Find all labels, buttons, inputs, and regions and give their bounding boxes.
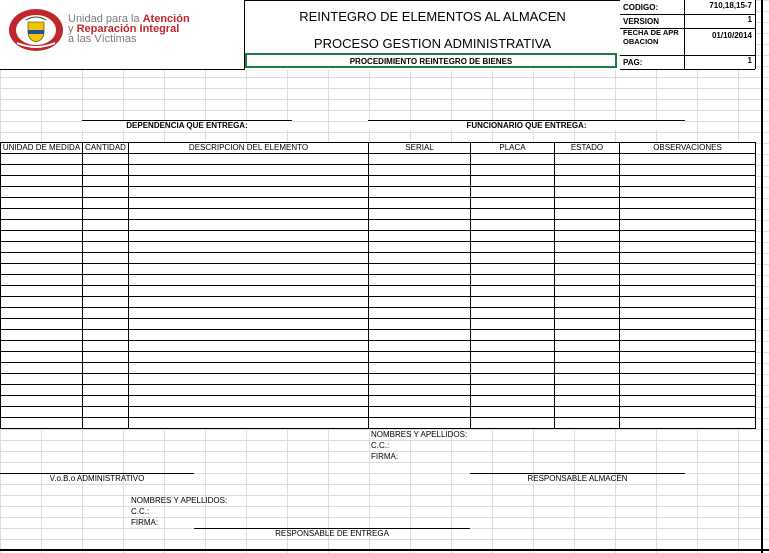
sig1-firma-label: FIRMA:: [371, 452, 399, 461]
table-cell[interactable]: [369, 209, 471, 220]
meta-value-version: 1: [747, 15, 752, 24]
document-title: REINTEGRO DE ELEMENTOS AL ALMACEN: [299, 9, 566, 24]
table-cell[interactable]: [83, 220, 129, 231]
table-cell[interactable]: [83, 341, 129, 352]
table-cell[interactable]: [555, 374, 620, 385]
table-cell[interactable]: [1, 363, 83, 374]
table-cell[interactable]: [555, 308, 620, 319]
table-row: [1, 407, 756, 418]
table-cell[interactable]: [1, 374, 83, 385]
table-cell[interactable]: [369, 385, 471, 396]
table-cell[interactable]: [471, 209, 555, 220]
table-cell[interactable]: [83, 209, 129, 220]
table-cell[interactable]: [555, 231, 620, 242]
table-cell[interactable]: [1, 319, 83, 330]
table-cell[interactable]: [620, 286, 756, 297]
table-cell[interactable]: [620, 308, 756, 319]
table-cell[interactable]: [83, 396, 129, 407]
table-cell[interactable]: [555, 220, 620, 231]
responsable-entrega-label: RESPONSABLE DE ENTREGA: [275, 529, 389, 538]
meta-value-codigo: 710,18,15-7: [709, 1, 752, 10]
table-cell[interactable]: [369, 231, 471, 242]
table-body: [1, 154, 756, 429]
table-cell[interactable]: [369, 396, 471, 407]
table-cell[interactable]: [471, 176, 555, 187]
table-cell[interactable]: [83, 154, 129, 165]
table-cell[interactable]: [471, 374, 555, 385]
table-row: [1, 341, 756, 352]
table-cell[interactable]: [83, 176, 129, 187]
table-cell[interactable]: [471, 231, 555, 242]
table-row: [1, 385, 756, 396]
column-header-cantidad: CANTIDAD: [83, 143, 129, 154]
table-cell[interactable]: [620, 407, 756, 418]
table-cell[interactable]: [1, 418, 83, 429]
table-cell[interactable]: [129, 352, 369, 363]
table-cell[interactable]: [83, 297, 129, 308]
column-header-unidad: UNIDAD DE MEDIDA: [1, 143, 83, 154]
table-cell[interactable]: [555, 297, 620, 308]
table-cell[interactable]: [369, 198, 471, 209]
table-cell[interactable]: [620, 385, 756, 396]
sig2-names-label: NOMBRES Y APELLIDOS:: [131, 496, 228, 505]
table-row: [1, 264, 756, 275]
sheet-border-bottom: [0, 549, 769, 551]
table-cell[interactable]: [369, 319, 471, 330]
table-row: [1, 418, 756, 429]
table-cell[interactable]: [555, 176, 620, 187]
process-name: PROCESO GESTION ADMINISTRATIVA: [313, 36, 552, 51]
table-row: [1, 253, 756, 264]
logo-line2: y: [68, 23, 77, 35]
table-cell[interactable]: [1, 352, 83, 363]
table-cell[interactable]: [1, 198, 83, 209]
table-cell[interactable]: [129, 220, 369, 231]
table-cell[interactable]: [620, 363, 756, 374]
table-cell[interactable]: [1, 220, 83, 231]
table-cell[interactable]: [555, 165, 620, 176]
table-cell[interactable]: [471, 154, 555, 165]
sig1-names-label: NOMBRES Y APELLIDOS:: [371, 430, 468, 439]
table-cell[interactable]: [369, 242, 471, 253]
table-cell[interactable]: [129, 209, 369, 220]
table-cell[interactable]: [555, 396, 620, 407]
table-cell[interactable]: [369, 352, 471, 363]
table-cell[interactable]: [129, 187, 369, 198]
table-cell[interactable]: [620, 165, 756, 176]
table-cell[interactable]: [1, 209, 83, 220]
table-cell[interactable]: [1, 275, 83, 286]
table-cell[interactable]: [129, 407, 369, 418]
table-cell[interactable]: [471, 319, 555, 330]
table-cell[interactable]: [1, 330, 83, 341]
table-cell[interactable]: [620, 396, 756, 407]
table-row: [1, 319, 756, 330]
table-row: [1, 209, 756, 220]
table-cell[interactable]: [471, 275, 555, 286]
logo-line2-bold: Reparación Integral: [76, 23, 180, 35]
table-cell[interactable]: [83, 264, 129, 275]
table-row: [1, 187, 756, 198]
table-cell[interactable]: [471, 341, 555, 352]
table-cell[interactable]: [620, 297, 756, 308]
table-cell[interactable]: [620, 341, 756, 352]
sig2-cc-label: C.C.:: [131, 507, 150, 516]
table-cell[interactable]: [83, 253, 129, 264]
meta-label-codigo: CODIGO:: [623, 3, 659, 12]
table-row: [1, 165, 756, 176]
table-cell[interactable]: [369, 176, 471, 187]
table-cell[interactable]: [83, 275, 129, 286]
table-cell[interactable]: [129, 363, 369, 374]
table-cell[interactable]: [83, 242, 129, 253]
table-cell[interactable]: [555, 286, 620, 297]
table-cell[interactable]: [471, 308, 555, 319]
table-cell[interactable]: [471, 385, 555, 396]
table-cell[interactable]: [620, 198, 756, 209]
logo-line1-bold: Atención: [142, 13, 190, 25]
table-cell[interactable]: [555, 198, 620, 209]
table-cell[interactable]: [83, 198, 129, 209]
table-row: [1, 154, 756, 165]
meta-label-fecha: FECHA DE APROBACION: [623, 28, 679, 46]
table-cell[interactable]: [1, 341, 83, 352]
table-cell[interactable]: [129, 253, 369, 264]
table-cell[interactable]: [129, 286, 369, 297]
table-row: [1, 286, 756, 297]
table-cell[interactable]: [471, 396, 555, 407]
table-cell[interactable]: [1, 154, 83, 165]
table-cell[interactable]: [1, 176, 83, 187]
table-cell[interactable]: [471, 407, 555, 418]
table-cell[interactable]: [1, 297, 83, 308]
table-cell[interactable]: [129, 330, 369, 341]
table-cell[interactable]: [471, 297, 555, 308]
table-cell[interactable]: [555, 330, 620, 341]
table-cell[interactable]: [620, 418, 756, 429]
table-cell[interactable]: [555, 275, 620, 286]
meta-value-fecha: 01/10/2014: [711, 31, 752, 40]
table-cell[interactable]: [83, 385, 129, 396]
table-row: [1, 374, 756, 385]
sig1-cc-label: C.C.:: [371, 441, 390, 450]
table-cell[interactable]: [369, 297, 471, 308]
table-cell[interactable]: [129, 154, 369, 165]
table-cell[interactable]: [369, 407, 471, 418]
table-cell[interactable]: [369, 264, 471, 275]
table-cell[interactable]: [83, 418, 129, 429]
column-header-observaciones: OBSERVACIONES: [620, 143, 756, 154]
table-row: [1, 220, 756, 231]
table-cell[interactable]: [471, 220, 555, 231]
table-cell[interactable]: [555, 187, 620, 198]
table-cell[interactable]: [129, 396, 369, 407]
table-cell[interactable]: [369, 330, 471, 341]
column-header-serial: SERIAL: [369, 143, 471, 154]
table-cell[interactable]: [369, 363, 471, 374]
responsable-almacen-label: RESPONSABLE ALMACÉN: [527, 474, 628, 483]
table-cell[interactable]: [1, 231, 83, 242]
logo-line3: a las Víctimas: [68, 33, 137, 45]
table-cell[interactable]: [471, 286, 555, 297]
table-cell[interactable]: [555, 363, 620, 374]
table-cell[interactable]: [369, 418, 471, 429]
table-cell[interactable]: [471, 363, 555, 374]
table-header-row: [1, 143, 756, 154]
table-cell[interactable]: [83, 407, 129, 418]
table-cell[interactable]: [83, 352, 129, 363]
table-cell[interactable]: [129, 231, 369, 242]
table-cell[interactable]: [129, 264, 369, 275]
table-cell[interactable]: [369, 187, 471, 198]
table-cell[interactable]: [129, 374, 369, 385]
table-cell[interactable]: [83, 363, 129, 374]
table-cell[interactable]: [620, 275, 756, 286]
table-cell[interactable]: [620, 187, 756, 198]
meta-row-line: [620, 69, 755, 70]
table-cell[interactable]: [620, 176, 756, 187]
table-cell[interactable]: [129, 176, 369, 187]
sheet-border-right: [761, 0, 763, 553]
table-cell[interactable]: [369, 165, 471, 176]
table-cell[interactable]: [555, 154, 620, 165]
table-cell[interactable]: [471, 352, 555, 363]
table-cell[interactable]: [471, 165, 555, 176]
table-cell[interactable]: [555, 352, 620, 363]
table-cell[interactable]: [369, 220, 471, 231]
table-row: [1, 330, 756, 341]
column-header-estado: ESTADO: [555, 143, 620, 154]
table-row: [1, 308, 756, 319]
table-row: [1, 176, 756, 187]
table-cell[interactable]: [471, 198, 555, 209]
table-cell[interactable]: [471, 253, 555, 264]
table-cell[interactable]: [620, 352, 756, 363]
table-cell[interactable]: [471, 187, 555, 198]
table-cell[interactable]: [129, 319, 369, 330]
table-cell[interactable]: [620, 330, 756, 341]
table-row: [1, 363, 756, 374]
table-cell[interactable]: [1, 187, 83, 198]
table-cell[interactable]: [555, 319, 620, 330]
table-cell[interactable]: [620, 319, 756, 330]
table-cell[interactable]: [620, 264, 756, 275]
table-cell[interactable]: [129, 275, 369, 286]
table-cell[interactable]: [369, 308, 471, 319]
logo-text: [68, 14, 240, 44]
table-cell[interactable]: [1, 286, 83, 297]
table-cell[interactable]: [369, 275, 471, 286]
table-row: [1, 231, 756, 242]
table-cell[interactable]: [555, 253, 620, 264]
table-cell[interactable]: [129, 165, 369, 176]
table-row: [1, 242, 756, 253]
table-cell[interactable]: [555, 209, 620, 220]
table-cell[interactable]: [83, 330, 129, 341]
dependencia-label: DEPENDENCIA QUE ENTREGA:: [82, 121, 292, 130]
table-cell[interactable]: [369, 341, 471, 352]
meta-label-pag: PAG:: [623, 58, 643, 67]
table-cell[interactable]: [620, 231, 756, 242]
table-row: [1, 396, 756, 407]
table-cell[interactable]: [620, 253, 756, 264]
table-cell[interactable]: [471, 330, 555, 341]
table-cell[interactable]: [83, 308, 129, 319]
table-cell[interactable]: [1, 407, 83, 418]
meta-divider: [684, 0, 685, 69]
table-cell[interactable]: [129, 198, 369, 209]
table-cell[interactable]: [620, 242, 756, 253]
logo: [8, 8, 240, 56]
table-cell[interactable]: [83, 187, 129, 198]
meta-label-version: VERSION: [623, 17, 660, 26]
vobo-label: V.o.B.o ADMINISTRATIVO: [49, 474, 145, 483]
table-cell[interactable]: [83, 319, 129, 330]
items-table: [0, 142, 756, 429]
table-cell[interactable]: [369, 374, 471, 385]
column-header-placa: PLACA: [471, 143, 555, 154]
table-cell[interactable]: [129, 308, 369, 319]
table-cell[interactable]: [129, 341, 369, 352]
table-cell[interactable]: [83, 231, 129, 242]
table-cell[interactable]: [83, 286, 129, 297]
table-cell[interactable]: [129, 242, 369, 253]
meta-value-pag: 1: [747, 56, 752, 65]
table-cell[interactable]: [83, 165, 129, 176]
table-cell[interactable]: [1, 308, 83, 319]
table-cell[interactable]: [1, 396, 83, 407]
table-cell[interactable]: [555, 341, 620, 352]
table-cell[interactable]: [555, 264, 620, 275]
table-cell[interactable]: [555, 385, 620, 396]
logo-line1: Unidad para la: [68, 13, 143, 25]
table-cell[interactable]: [1, 264, 83, 275]
procedure-name: PROCEDIMIENTO REINTEGRO DE BIENES: [245, 53, 617, 68]
table-cell[interactable]: [471, 242, 555, 253]
table-cell[interactable]: [471, 418, 555, 429]
table-cell[interactable]: [129, 418, 369, 429]
table-cell[interactable]: [1, 385, 83, 396]
table-cell[interactable]: [369, 154, 471, 165]
table-cell[interactable]: [129, 297, 369, 308]
table-cell[interactable]: [471, 264, 555, 275]
table-cell[interactable]: [369, 286, 471, 297]
table-cell[interactable]: [555, 242, 620, 253]
table-cell[interactable]: [620, 209, 756, 220]
table-cell[interactable]: [555, 418, 620, 429]
table-cell[interactable]: [1, 242, 83, 253]
table-row: [1, 198, 756, 209]
column-header-descripcion: DESCRIPCION DEL ELEMENTO: [129, 143, 369, 154]
table-cell[interactable]: [1, 165, 83, 176]
table-row: [1, 275, 756, 286]
table-cell[interactable]: [1, 253, 83, 264]
table-cell[interactable]: [620, 374, 756, 385]
funcionario-label: FUNCIONARIO QUE ENTREGA:: [368, 121, 685, 130]
table-cell[interactable]: [620, 220, 756, 231]
table-row: [1, 352, 756, 363]
table-row: [1, 297, 756, 308]
table-cell[interactable]: [555, 407, 620, 418]
sig2-firma-label: FIRMA:: [131, 518, 159, 527]
table-cell[interactable]: [369, 253, 471, 264]
table-cell[interactable]: [129, 385, 369, 396]
coat-of-arms-icon: [8, 8, 64, 52]
table-cell[interactable]: [83, 374, 129, 385]
table-cell[interactable]: [620, 154, 756, 165]
